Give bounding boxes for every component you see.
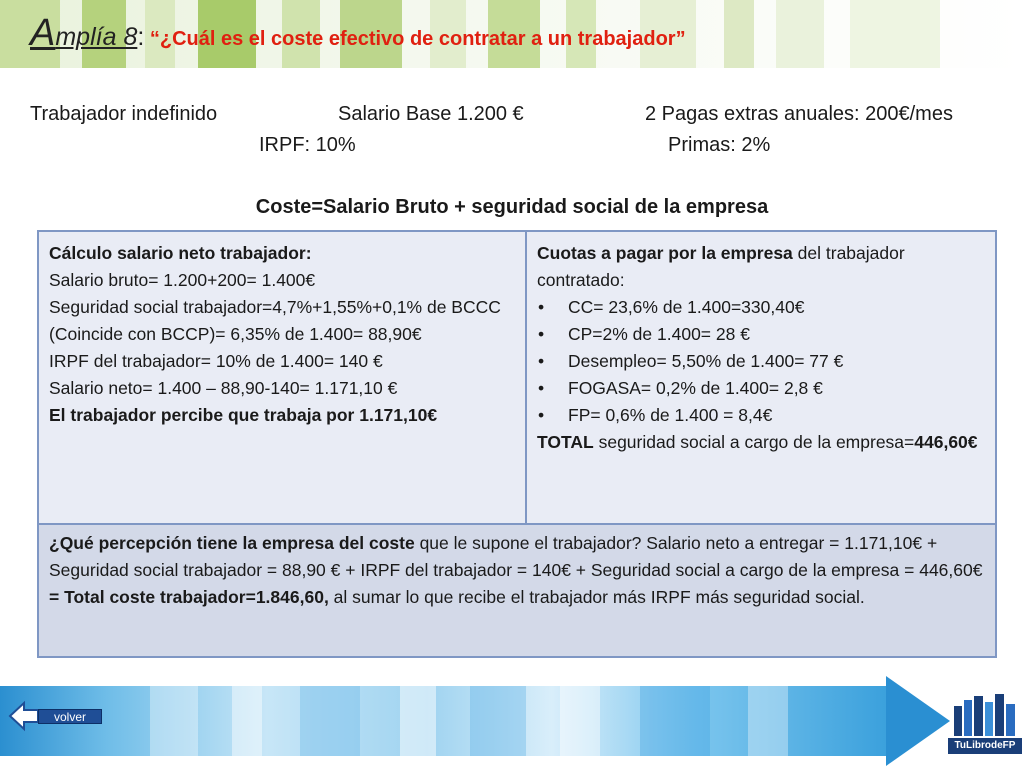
logo: [948, 692, 1022, 762]
net-salary-line: Seguridad social trabajador=4,7%+1,55%+0,1% de BCCC (Coincide con BCCP)= 6,35% de 1.400= 88,90€: [49, 297, 501, 344]
list-item: [537, 375, 985, 402]
perception-text: que le supone el trabajador? Salario neto a entregar = 1.171,10€ + Seguridad social trabajador = 88,90 € + IRPF del trabajador = 140€ + Seguridad social a cargo de la empresa = 446,60€: [49, 533, 983, 580]
list-item: [537, 294, 985, 321]
net-salary-cell: [39, 232, 527, 523]
bullet-icon: •: [538, 378, 545, 398]
perception-cell: [39, 523, 995, 656]
perception-text-end: al sumar lo que recibe el trabajador más IRPF más seguridad social.: [328, 587, 865, 607]
net-salary-heading: Cálculo salario neto trabajador:: [49, 243, 312, 263]
page-title: [30, 12, 686, 55]
contributions-heading: [537, 240, 985, 294]
books-logo-icon: [952, 692, 1018, 736]
cost-table: [37, 230, 997, 658]
cost-formula: Coste=Salario Bruto + seguridad social de la empresa: [255, 196, 769, 218]
contributions-heading-bold: Cuotas a pagar por la empresa: [537, 243, 793, 263]
contribution-text: FP= 0,6% de 1.400 = 8,4€: [568, 405, 773, 425]
list-item: [537, 402, 985, 429]
contribution-text: Desempleo= 5,50% de 1.400= 77 €: [568, 351, 844, 371]
perception-question: ¿Qué percepción tiene la empresa del coste: [49, 533, 415, 553]
volver-button[interactable]: [8, 700, 108, 732]
contribution-text: FOGASA= 0,2% de 1.400= 2,8 €: [568, 378, 823, 398]
info-irpf: IRPF: 10%: [259, 134, 356, 156]
info-primas: Primas: 2%: [668, 134, 771, 156]
contribution-text: CP=2% de 1.400= 28 €: [568, 324, 750, 344]
total-label: TOTAL: [537, 432, 594, 452]
title-question: “¿Cuál es el coste efectivo de contratar a un trabajador”: [149, 28, 686, 50]
net-salary-line: IRPF del trabajador= 10% de 1.400= 140 €: [49, 351, 383, 371]
list-item: [537, 348, 985, 375]
footer-banner: [0, 672, 1024, 768]
bullet-icon: •: [538, 297, 545, 317]
info-pagas: 2 Pagas extras anuales: 200€/mes: [645, 103, 953, 125]
net-salary-conclusion: El trabajador percibe que trabaja por 1.171,10€: [49, 405, 438, 425]
net-salary-line: Salario bruto= 1.200+200= 1.400€: [49, 270, 316, 290]
top-banner: [0, 0, 1024, 68]
contributions-heading-rest: del trabajador contratado:: [537, 243, 905, 290]
bullet-icon: •: [538, 351, 545, 371]
total-value: 446,60€: [914, 432, 978, 452]
title-rest: mplía 8: [55, 23, 138, 51]
contribution-text: CC= 23,6% de 1.400=330,40€: [568, 297, 805, 317]
net-salary-line: Salario neto= 1.400 – 88,90-140= 1.171,10 €: [49, 378, 398, 398]
bullet-icon: •: [538, 405, 545, 425]
title-big-letter: A: [30, 12, 56, 54]
info-salario-base: Salario Base 1.200 €: [338, 103, 524, 125]
contributions-total: [537, 429, 985, 456]
perception-total: = Total coste trabajador=1.846,60,: [49, 587, 329, 607]
title-colon: :: [137, 23, 145, 51]
back-arrow-icon: [8, 700, 40, 732]
info-trabajador: Trabajador indefinido: [30, 103, 218, 125]
volver-label[interactable]: volver: [38, 709, 102, 724]
total-text: seguridad social a cargo de la empresa=: [593, 432, 915, 452]
bullet-icon: •: [538, 324, 545, 344]
company-contributions-cell: [527, 232, 995, 523]
footer-arrow-icon: [886, 676, 950, 766]
list-item: [537, 321, 985, 348]
logo-text: TuLibrodeFP: [948, 738, 1022, 754]
